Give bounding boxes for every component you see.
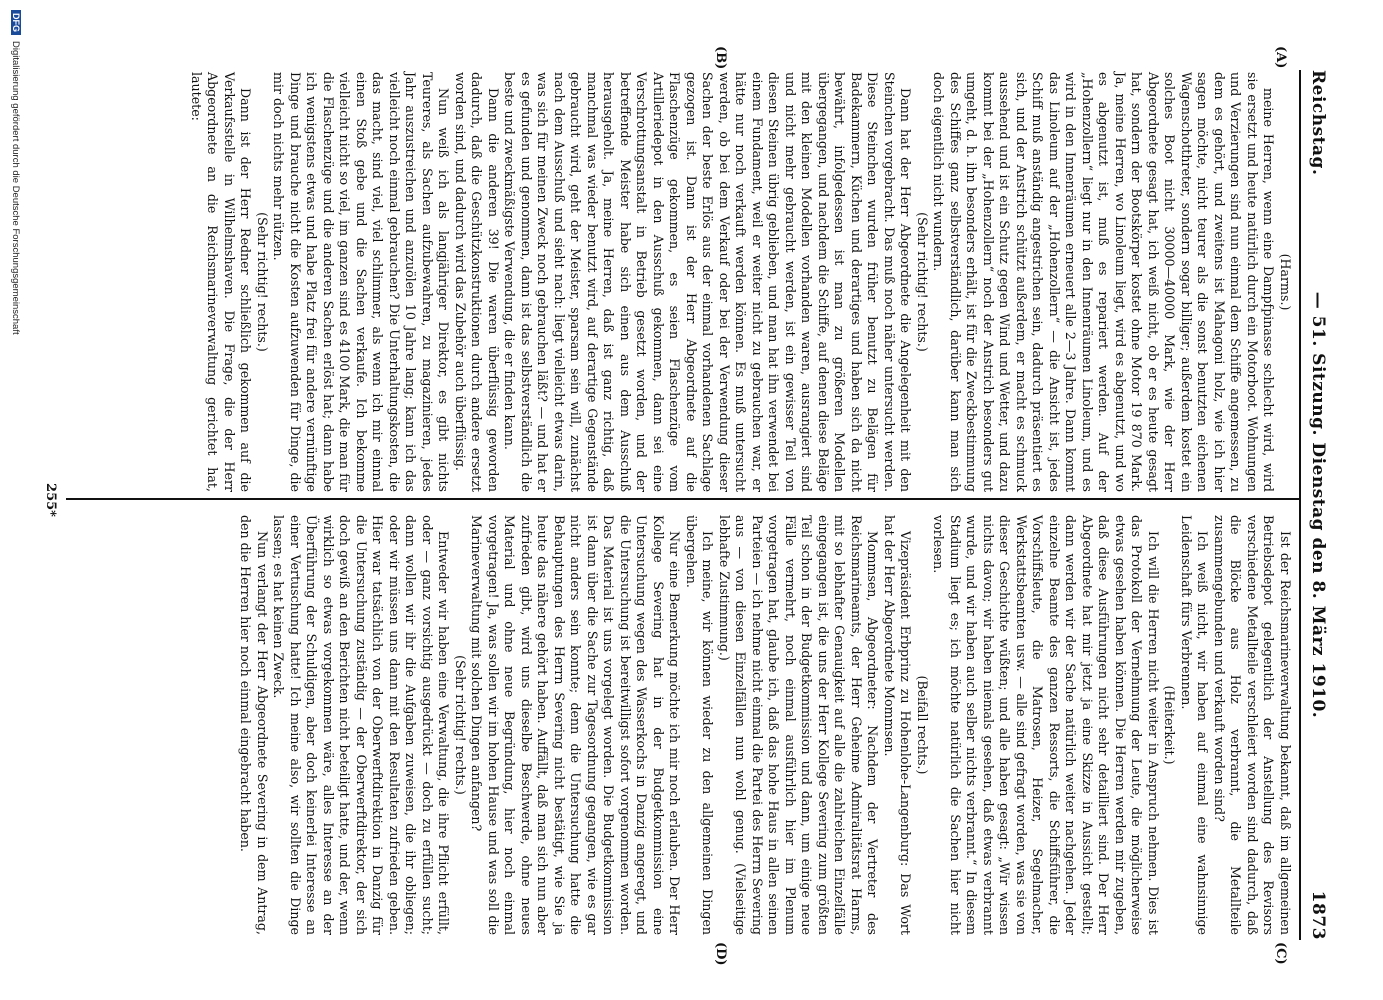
paragraph: Ich will die Herren nicht weiter in Anspruch nehmen. Dies ist das Protokoll der Vernehmung der Leute, die möglicherweise etwas gesehen haben können. Die Herren werden mir zugeben, daß diese Ausführungen nicht sehr detailliert sind. Der Herr Abgeordnete hat mir jetzt ja eine Skizze in Aussicht gestellt; dann werden wir der Sache natürlich weiter nachgehen. Jeder einzelne Beamte des ganzen Ressorts, die Schiffsführer, die Vorschiffsleute, die Matrosen, Heizer, Segelmacher, Werkstattsbeamten usw. — alle sind gefragt worden, was sie von dieser Geschichte wüßten; und alle haben gesagt: „Wir wissen nichts davon; wir haben niemals gesehen, daß etwas verbrannt wurde, und wir haben auch selber nichts verbrannt.“ In diesem Stadium liegt es; ich möchte natürlich die Sachen hier nicht vorlesen. (931, 515, 1161, 935)
header-left: Reichstag. (1308, 70, 1328, 176)
header-center: — 51. Sitzung. Dienstag den 8. März 1910. (1308, 291, 1328, 719)
right-text-column (237, 515, 1293, 935)
paragraph: meine Herren, wenn eine Dampfpinasse schlecht wird, wird sie ersetzt und heute natürlich durch ein Motorboot. Wohnungen und Verzierungen sind nun einmal dem Schiffe angemessen, zu dem es gehört, und zweitens ist Mahagoni holz, wie ich hier sagen möchte, nicht teurer als die sonst benutzten eichenen Wagenschotthreter, sondern sogar billiger; außerdem kostet ein solches Boot nicht 30000—40000 Mark, wie der Herr Abgeordnete gesagt hat, ich weiß nicht, ob er es heute gesagt hat, sondern der Bootskörper kostet ohne Motor 19 870 Mark. Ja, meine Herren, wo Linoleum liegt, wird es abgenutzt, und wo es abgenutzt ist, muß es repariert werden. Auf der „Hohenzollern“ liegt nur in den Innenräumen Linoleum, und es wird in den Innenräumen erneuert alle 2—3 Jahre. Dann kommt das Linoleum auf der „Hohenzollern“ — die Ansicht ist, jedes Schiff muß anständig angestrichen sein, dadurch präsentiert es sich, und der Anstrich schützt außerdem, er macht es schmuck aussehend und ist ein Schutz gegen Wind und Wetter, und dazu kommt bei der „Hohenzollern“ noch der Anstrich besonders gut umgeht, d. h. ihn besonders erhält, ist für die Zweckbestimmung des Schiffes ganz selbstverständlich, darüber kann man sich doch eigentlich nicht wundern. (931, 72, 1277, 492)
margin-marker-a: (A) (1273, 46, 1288, 69)
digitization-text: Digitalisierung gefördert durch die Deutsche Forschungsgemeinschaft (10, 41, 21, 335)
paragraph: Mommsen, Abgeordneter: Nachdem der Vertreter des Reichsmarineamts, der Herr Geheime Admiralitätsrat Harms, mit so lebhafter Genauigkeit auf alle die zahlreichen Einzelfälle eingegangen ist, die uns der Herr Kollege Severing zum größten Teil schon in der Budgetkommission und dann, um einige neue Fälle vermehrt, noch einmal ausführlich hier im Plenum vorgetragen hat, glaube ich, daß das hohe Haus in allen seinen Parteien — ich nehme nicht einmal die Partei des Herrn Severing aus — von diesen Einzelfällen nun wohl genug. (Vielseitige lebhafte Zustimmung.) (717, 515, 881, 935)
paragraph: Dann hat der Herr Abgeordnete die Angelegenheit mit den Steinchen vorgebracht. Das muß noch näher untersucht werden. Diese Steinchen wurden früher benutzt zu Belägen für Badekammern, Küchen und derartiges und haben sich da nicht bewährt, infolgedessen ist man zu größeren Modellen übergegangen, und nachdem die Schiffe, auf denen diese Beläge mit den kleinen Modellen vorhanden waren, ausrangiert sind und nicht mehr gebraucht werden, ist ein gewisser Teil von diesen Steinen übrig geblieben, und man hat ihn verwendet bei einem Fundament, weil er weiter nicht zu gebrauchen war, er hätte nur noch verkauft werden können. Es muß untersucht werden, ob bei dem Verkauf oder bei der Verwendung dieser Sachen der beste Erlös aus der einmal vorhandenen Sachlage gezogen ist. Dann ist der Herr Abgeordnete auf die Flaschenzüge gekommen, es seien Flaschenzüge vom Artilleriedepot in den Ausschuß gekommen, dann sei eine Verschrottungsanstalt in Betrieb gesetzt worden, und der betreffende Meister habe sich einen aus dem Ausschuß herausgeholt. Ja, meine Herren, daß ist ganz richtig, daß manchmal was wieder benutzt wird, auf derartige Gegenstände gebraucht wird, geht der Meister, sparsam sein will, zunächst nach dem Ausschuß und sieht nach: liegt vielleicht etwas darin, was sich für meinen Zweck noch gebrauchen läßt? — und hat er es gefunden und genommen, dann ist das selbstverständlich die beste und zweckmäßigste Verwendung, die er finden kann. (502, 72, 914, 492)
paragraph: Ich meine, wir können wieder zu den allgemeinen Dingen übergehen. (684, 515, 716, 935)
paragraph: Nun weiß ich als langjähriger Direktor, es gibt nichts Teureres, als Sachen aufzubewahren, zu magazinieren, jedes Jahr auszustreichen und anzuölen 10 Jahre lang; kann ich das vielleicht noch einmal gebrauchen? Die Unterhaltungskosten, die das macht, sind viel, viel schlimmer, als wenn ich mir einmal einen Stoß gebe und die Sachen verkaufe. Ich bekomme vielleicht nicht so viel, im ganzen sind es 4100 Mark, die man für die Flaschenzüge und die anderen Sachen erlöst hat; dann habe ich wenigstens etwas und habe Platz frei für andere vernünftige Dinge und brauche nicht die Kosten aufzuwenden für Dinge, die mir doch nichts mehr nützen. (271, 72, 452, 492)
column-divider (66, 498, 1301, 500)
dfg-logo: DFG (11, 10, 21, 35)
interjection: (Sehr richtig! rechts.) (915, 212, 930, 352)
running-header (1302, 70, 1328, 940)
paragraph: Nun verlangt der Herr Abgeordnete Severing in dem Antrag, den die Herren hier noch einmal eingebracht haben. (238, 515, 270, 935)
margin-marker-d: (D) (713, 942, 728, 966)
paragraph: Dann die anderen 39! Die waren überflüssig geworden dadurch, daß die Geschützkonstruktionen durch andere ersetzt worden sind, und dadurch wird das Zubehör auch überflüssig. (453, 72, 501, 492)
interjection: (Beifall rechts.) (915, 675, 930, 775)
margin-marker-b: (B) (713, 46, 728, 70)
paragraph: Vizepräsident Erbprinz zu Hohenlohe-Langenburg: Das Wort hat der Herr Abgeordnete Mommsen. (882, 515, 914, 935)
paragraph: Ist der Reichsmarineverwaltung bekannt, daß im allgemeinen Betriebsdepot gelegentlich der Anstellung des Revisors verschiedene Metallteile verschleiert worden sind dadurch, daß die Blöcke aus Holz verbrannt, die Metallteile zusammengebunden und verkauft worden sind? (1212, 515, 1293, 935)
margin-marker-c: (C) (1273, 942, 1288, 965)
paragraph: Nur eine Bemerkung möchte ich mir noch erlauben. Der Herr Kollege Severing hat in der Budgetkommission eine Untersuchung wegen des Wasserkochs in Danzig angeregt, und die Untersuchung ist bereitwilligst sofort vorgenommen worden. Das Material ist uns vorgelegt worden. Die Budgetkommission ist dann über die Sache zur Tagesordnung gegangen, wie es gar nicht anders sein konnte; denn die Untersuchung hatte die Behauptungen des Herrn Severing nicht bestätigt, wie Sie ja heute das nähere gehört haben. Auffällt, daß man sich nun aber zufrieden gibt, wird uns dieselbe Beschwerde, ohne neues Material und ohne neue Begründung, hier noch einmal vorgetragen! Ja, was sollen wir im hohen Hause und was soll die Marineverwaltung mit solchen Dingen anfangen? (469, 515, 683, 935)
signature-mark: 255* (43, 483, 58, 517)
interjection: (Heiterkeit.) (1162, 685, 1178, 765)
left-text-column (188, 72, 1294, 492)
paragraph: Entweder wir haben eine Verwaltung, die ihre Pflicht erfüllt, oder — ganz vorsichtig ausgedrückt — doch zu erfüllen sucht; dann wollen wir ihr die Aufgaben zuweisen, die ihr obliegen; oder wir müssen uns dann mit den Resultaten zufrieden geben. Hier war tatsächlich von der Oberwerftdirektion in Danzig für die Untersuchung zuständig — der Oberwerftdirektor, der sich doch gewiß an den Berichten nicht beteiligt hatte, und der, wenn wirklich so etwas vorgekommen wäre, alles Interesse an der Überführung der Schuldigen, aber doch keinerlei Interesse an einer Vertuschung hatte! Ich meine also, wir sollten die Dinge lassen; es hat keinen Zweck. (271, 515, 452, 935)
interjection: (Harms.) (1278, 253, 1293, 311)
digitization-note (10, 10, 21, 335)
interjection: (Sehr richtig! rechts.) (453, 655, 468, 795)
paragraph: Ich weiß nicht, wir haben auf einmal eine wahnsinnige Leidenschaft fürs Verbrennen. (1179, 515, 1211, 935)
header-rule (1299, 70, 1301, 940)
page-number: 1873 (1308, 890, 1328, 940)
interjection: (Sehr richtig! rechts.) (255, 212, 270, 352)
paragraph: Dann ist der Herr Redner schließlich gekommen auf die Verkaufsstelle in Wilhelmshaven. Die Frage, die der Herr Abgeordnete an die Reichsmarineverwaltung gerichtet hat, lautete: (189, 72, 254, 492)
